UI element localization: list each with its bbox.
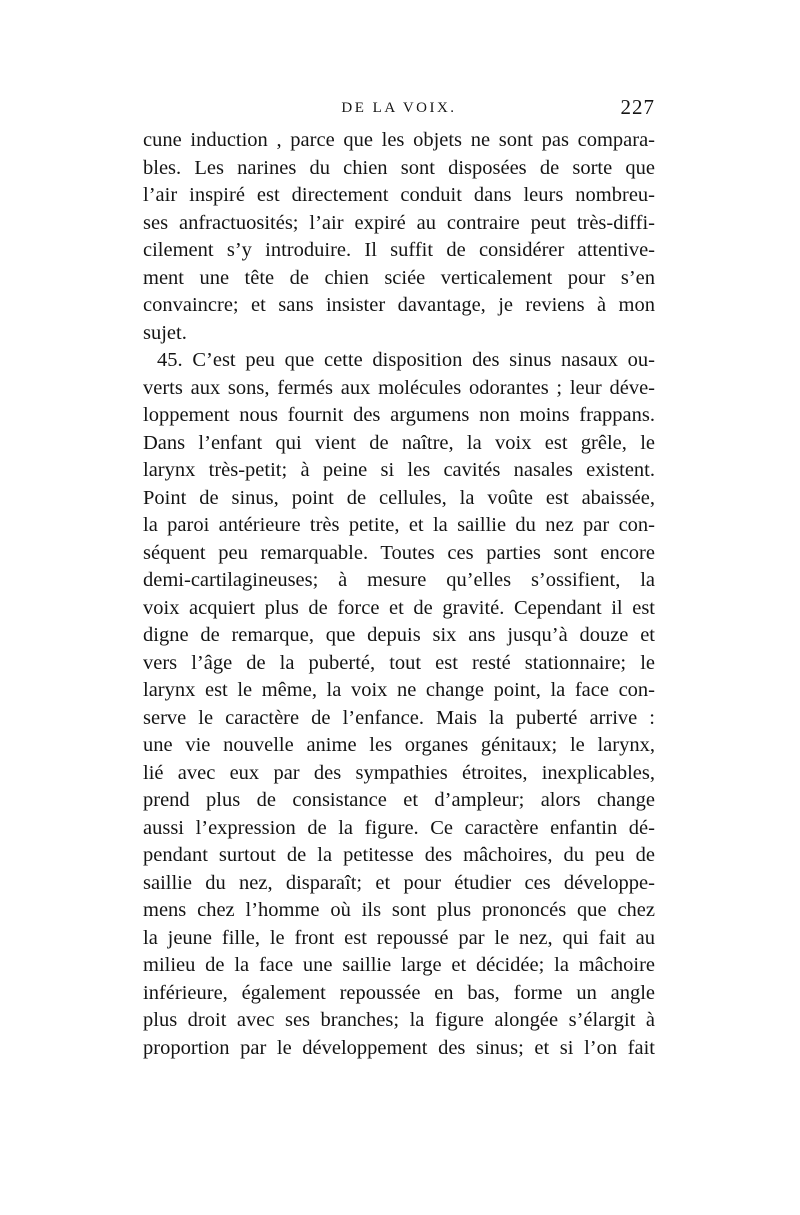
text-line: vers l’âge de la puberté, tout est resté stationnaire; le (143, 651, 655, 674)
text-line: la paroi antérieure très petite, et la saillie du nez par con- (143, 514, 655, 536)
text-line: pendant surtout de la petitesse des mâchoires, du peu de (143, 844, 655, 866)
text-line: inférieure, également repoussée en bas, forme un angle (143, 981, 655, 1004)
text-line: demi-cartilagineuses; à mesure qu’elles s’ossifient, la (143, 569, 655, 591)
text-line: Point de sinus, point de cellules, la voûte est abaissée, (143, 486, 655, 509)
body-text (143, 127, 655, 1062)
text-line: larynx est le même, la voix ne change point, la face con- (143, 679, 655, 701)
text-line: plus droit avec ses branches; la figure alongée s’élargit à (143, 1009, 655, 1031)
text-line: mens chez l’homme où ils sont plus prononcés que chez (143, 899, 655, 921)
text-line: proportion par le développement des sinus; et si l’on fait (143, 1036, 655, 1059)
text-line: verts aux sons, fermés aux molécules odorantes ; leur déve- (143, 376, 655, 399)
text-line: serve le caractère de l’enfance. Mais la puberté arrive : (143, 706, 655, 729)
text-line: lié avec eux par des sympathies étroites, inexplicables, (143, 761, 655, 784)
text-line: une vie nouvelle anime les organes génitaux; le larynx, (143, 734, 655, 756)
text-line: l’air inspiré est directement conduit dans leurs nombreu- (143, 184, 655, 206)
text-line: Dans l’enfant qui vient de naître, la voix est grêle, le (143, 431, 655, 454)
text-line: voix acquiert plus de force et de gravité. Cependant il est (143, 596, 655, 619)
text-line: milieu de la face une saillie large et décidée; la mâchoire (143, 954, 655, 976)
text-line: digne de remarque, que depuis six ans jusqu’à douze et (143, 624, 655, 646)
text-line: prend plus de consistance et d’ampleur; alors change (143, 789, 655, 811)
text-line: loppement nous fournit des argumens non moins frappans. (143, 404, 655, 426)
text-line: cune induction , parce que les objets ne sont pas compara- (143, 129, 655, 151)
text-line: cilement s’y introduire. Il suffit de considérer attentive- (143, 239, 655, 261)
text-line: la jeune fille, le front est repoussé par le nez, qui fait au (143, 926, 655, 949)
text-line: sujet. (143, 321, 187, 344)
text-line: aussi l’expression de la figure. Ce caractère enfantin dé- (143, 816, 655, 839)
text-line: convaincre; et sans insister davantage, je reviens à mon (143, 294, 655, 316)
text-line: larynx très-petit; à peine si les cavités nasales existent. (143, 459, 655, 481)
text-line: bles. Les narines du chien sont disposées de sorte que (143, 156, 655, 179)
running-head (143, 95, 655, 128)
text-line: ment une tête de chien sciée verticalement pour s’en (143, 266, 655, 289)
text-line: saillie du nez, disparaît; et pour étudier ces développe- (143, 871, 655, 894)
running-title: DE LA VOIX. (341, 100, 457, 116)
text-line: séquent peu remarquable. Toutes ces parties sont encore (143, 541, 655, 564)
paragraph-start-line: 45. C’est peu que cette disposition des sinus nasaux ou- (157, 349, 655, 371)
text-line: ses anfractuosités; l’air expiré au contraire peut très-diffi- (143, 211, 655, 234)
page-number: 227 (620, 95, 655, 119)
